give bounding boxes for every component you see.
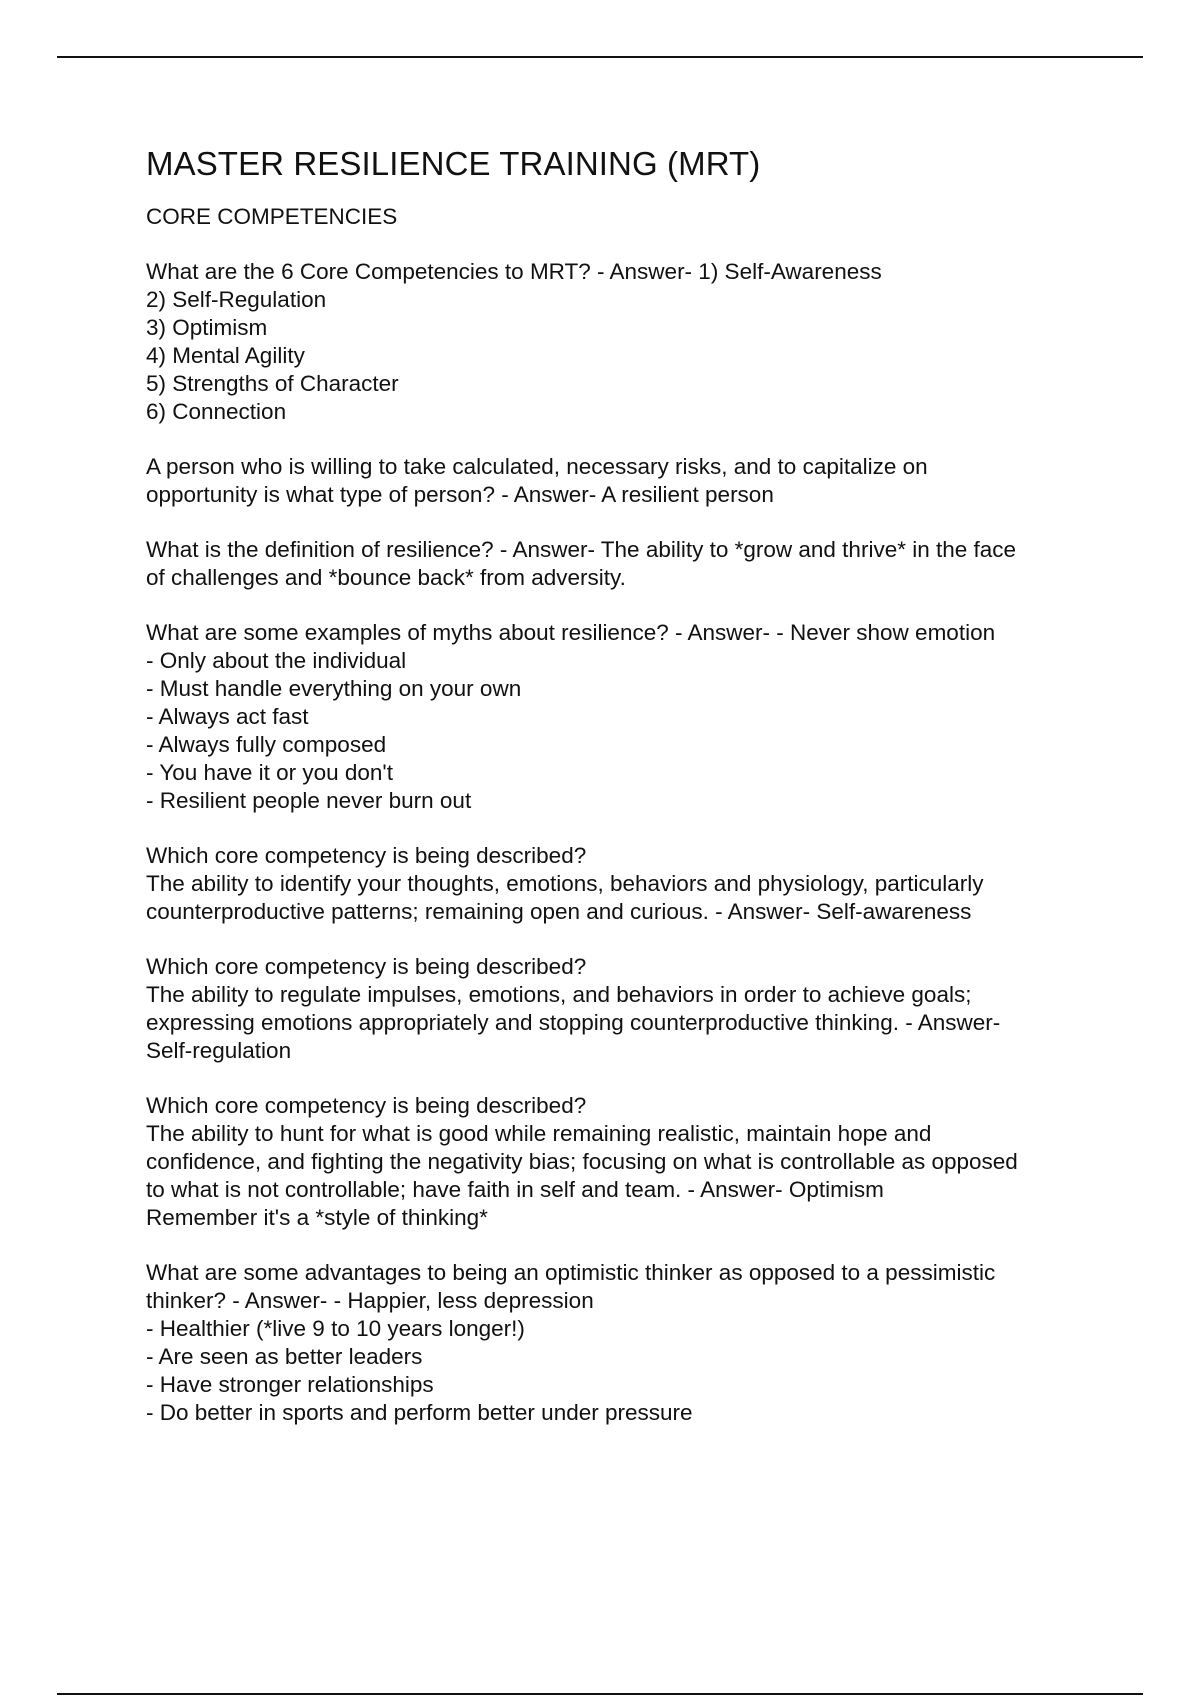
qa-line: counterproductive patterns; remaining open and curious. - Answer- Self-awareness [146, 899, 972, 924]
qa-line: - Are seen as better leaders [146, 1344, 423, 1369]
qa-line: thinker? - Answer- - Happier, less depression [146, 1288, 594, 1313]
qa-line: The ability to hunt for what is good while remaining realistic, maintain hope and [146, 1121, 932, 1146]
bottom-rule [57, 1693, 1143, 1695]
qa-line: What is the definition of resilience? - Answer- The ability to *grow and thrive* in the face [146, 537, 1017, 562]
qa-line: expressing emotions appropriately and stopping counterproductive thinking. - Answer- [146, 1010, 1001, 1035]
qa-line: Remember it's a *style of thinking* [146, 1205, 488, 1230]
qa-line: - Always fully composed [146, 732, 387, 757]
qa-line: The ability to regulate impulses, emotions, and behaviors in order to achieve goals; [146, 982, 972, 1007]
top-rule [57, 56, 1143, 58]
qa-line: - You have it or you don't [146, 760, 393, 785]
qa-line: - Healthier (*live 9 to 10 years longer!) [146, 1316, 525, 1341]
document-title: MASTER RESILIENCE TRAINING (MRT) [146, 145, 761, 182]
qa-line: - Resilient people never burn out [146, 788, 472, 813]
qa-line: to what is not controllable; have faith in self and team. - Answer- Optimism [146, 1177, 884, 1202]
qa-line: Self-regulation [146, 1038, 292, 1063]
qa-line: 5) Strengths of Character [146, 371, 399, 396]
qa-line: What are some examples of myths about resilience? - Answer- - Never show emotion [146, 620, 996, 645]
qa-block-self-regulation [146, 953, 1086, 1065]
qa-block-optimism [146, 1092, 1086, 1232]
qa-line: 4) Mental Agility [146, 343, 305, 368]
qa-line: - Must handle everything on your own [146, 676, 522, 701]
qa-line: What are some advantages to being an optimistic thinker as opposed to a pessimistic [146, 1260, 996, 1285]
qa-line: Which core competency is being described? [146, 1093, 587, 1118]
qa-line: The ability to identify your thoughts, emotions, behaviors and physiology, particularly [146, 871, 984, 896]
qa-block-optimism-advantages [146, 1259, 1086, 1427]
qa-line: A person who is willing to take calculated, necessary risks, and to capitalize on [146, 454, 928, 479]
qa-line: 3) Optimism [146, 315, 268, 340]
document-body [146, 140, 1086, 1454]
qa-block-resilient-person [146, 453, 1086, 509]
qa-line: of challenges and *bounce back* from adversity. [146, 565, 626, 590]
qa-line: Which core competency is being described? [146, 843, 587, 868]
qa-block-self-awareness [146, 842, 1086, 926]
qa-line: - Do better in sports and perform better under pressure [146, 1400, 693, 1425]
qa-block-myths [146, 619, 1086, 815]
qa-block-core-competencies [146, 258, 1086, 426]
qa-block-definition [146, 536, 1086, 592]
qa-line: - Only about the individual [146, 648, 407, 673]
section-heading: CORE COMPETENCIES [146, 204, 398, 229]
qa-line: What are the 6 Core Competencies to MRT? - Answer- 1) Self-Awareness [146, 259, 882, 284]
qa-line: 2) Self-Regulation [146, 287, 327, 312]
qa-line: - Have stronger relationships [146, 1372, 434, 1397]
qa-line: Which core competency is being described? [146, 954, 587, 979]
qa-line: confidence, and fighting the negativity bias; focusing on what is controllable as opposed [146, 1149, 1018, 1174]
qa-line: - Always act fast [146, 704, 309, 729]
qa-line: 6) Connection [146, 399, 287, 424]
qa-line: opportunity is what type of person? - Answer- A resilient person [146, 482, 774, 507]
